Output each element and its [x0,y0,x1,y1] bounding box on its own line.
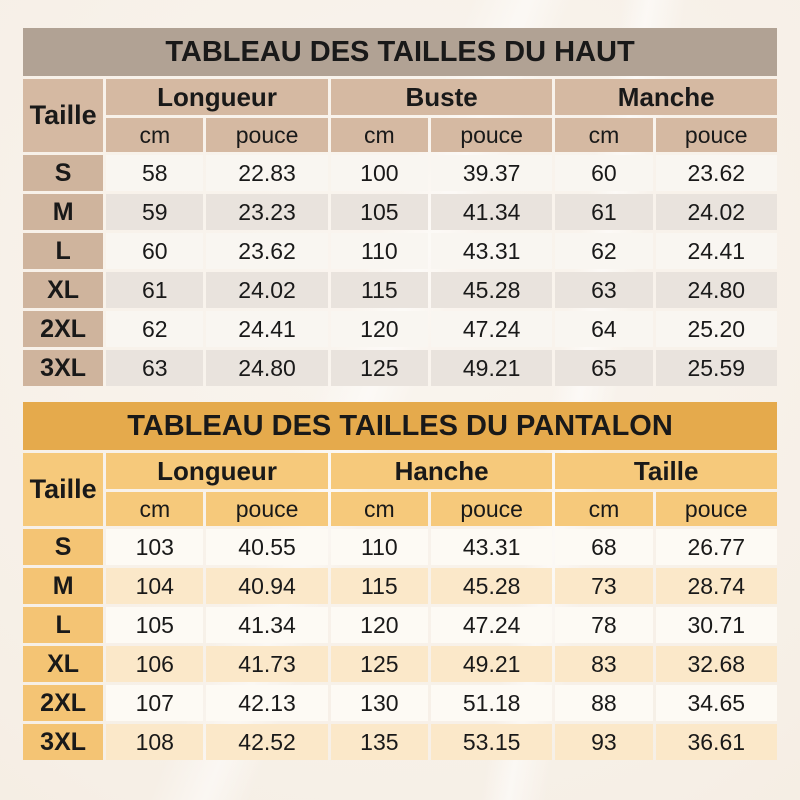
value-cell: 41.73 [206,646,327,682]
size-label: S [23,155,103,191]
unit-label: cm [555,118,652,152]
haut-group-buste: Buste [331,79,553,115]
value-cell: 45.28 [431,272,552,308]
haut-group-longueur: Longueur [106,79,328,115]
value-cell: 61 [555,194,652,230]
haut-units-row [23,118,777,152]
value-cell: 40.55 [206,529,327,565]
value-cell: 78 [555,607,652,643]
value-cell: 42.13 [206,685,327,721]
unit-label: pouce [656,118,777,152]
haut-row-2xl [23,311,777,347]
value-cell: 73 [555,568,652,604]
value-cell: 115 [331,568,428,604]
value-cell: 34.65 [656,685,777,721]
value-cell: 24.80 [206,350,327,386]
value-cell: 125 [331,350,428,386]
haut-row-3xl [23,350,777,386]
size-label: XL [23,646,103,682]
value-cell: 120 [331,607,428,643]
value-cell: 42.52 [206,724,327,760]
value-cell: 23.23 [206,194,327,230]
value-cell: 58 [106,155,203,191]
haut-row-xl [23,272,777,308]
value-cell: 62 [106,311,203,347]
unit-label: pouce [206,492,327,526]
value-cell: 24.02 [206,272,327,308]
pantalon-table-title: TABLEAU DES TAILLES DU PANTALON [23,402,777,450]
value-cell: 105 [331,194,428,230]
haut-title-row [23,28,777,76]
size-label: M [23,568,103,604]
size-label: L [23,607,103,643]
value-cell: 41.34 [206,607,327,643]
value-cell: 39.37 [431,155,552,191]
value-cell: 104 [106,568,203,604]
value-cell: 53.15 [431,724,552,760]
unit-label: pouce [431,492,552,526]
value-cell: 63 [106,350,203,386]
pantalon-size-table [20,399,780,763]
value-cell: 125 [331,646,428,682]
value-cell: 60 [106,233,203,269]
haut-group-header-row [23,79,777,115]
value-cell: 43.31 [431,529,552,565]
unit-label: cm [331,492,428,526]
value-cell: 25.20 [656,311,777,347]
value-cell: 110 [331,529,428,565]
haut-row-l [23,233,777,269]
value-cell: 108 [106,724,203,760]
value-cell: 130 [331,685,428,721]
unit-label: pouce [656,492,777,526]
value-cell: 135 [331,724,428,760]
value-cell: 110 [331,233,428,269]
value-cell: 22.83 [206,155,327,191]
pantalon-units-row [23,492,777,526]
size-label: L [23,233,103,269]
value-cell: 47.24 [431,311,552,347]
value-cell: 60 [555,155,652,191]
value-cell: 63 [555,272,652,308]
pantalon-row-xl [23,646,777,682]
value-cell: 24.02 [656,194,777,230]
value-cell: 106 [106,646,203,682]
value-cell: 24.41 [206,311,327,347]
value-cell: 100 [331,155,428,191]
pantalon-corner-taille: Taille [23,453,103,526]
size-label: S [23,529,103,565]
value-cell: 93 [555,724,652,760]
haut-row-m [23,194,777,230]
value-cell: 88 [555,685,652,721]
pantalon-row-l [23,607,777,643]
pantalon-title-row [23,402,777,450]
size-label: 2XL [23,311,103,347]
haut-table-title: TABLEAU DES TAILLES DU HAUT [23,28,777,76]
value-cell: 36.61 [656,724,777,760]
size-label: M [23,194,103,230]
value-cell: 40.94 [206,568,327,604]
value-cell: 68 [555,529,652,565]
value-cell: 32.68 [656,646,777,682]
value-cell: 45.28 [431,568,552,604]
pantalon-row-m [23,568,777,604]
pantalon-row-2xl [23,685,777,721]
value-cell: 23.62 [206,233,327,269]
value-cell: 26.77 [656,529,777,565]
value-cell: 51.18 [431,685,552,721]
pantalon-row-3xl [23,724,777,760]
value-cell: 47.24 [431,607,552,643]
value-cell: 49.21 [431,646,552,682]
unit-label: cm [555,492,652,526]
value-cell: 41.34 [431,194,552,230]
value-cell: 28.74 [656,568,777,604]
value-cell: 30.71 [656,607,777,643]
size-label: 2XL [23,685,103,721]
value-cell: 49.21 [431,350,552,386]
size-label: XL [23,272,103,308]
value-cell: 115 [331,272,428,308]
value-cell: 65 [555,350,652,386]
value-cell: 120 [331,311,428,347]
value-cell: 24.80 [656,272,777,308]
size-label: 3XL [23,350,103,386]
value-cell: 43.31 [431,233,552,269]
value-cell: 62 [555,233,652,269]
pantalon-group-header-row [23,453,777,489]
unit-label: cm [106,492,203,526]
unit-label: pouce [431,118,552,152]
unit-label: cm [106,118,203,152]
haut-size-table [20,25,780,389]
value-cell: 24.41 [656,233,777,269]
unit-label: pouce [206,118,327,152]
value-cell: 107 [106,685,203,721]
value-cell: 64 [555,311,652,347]
size-label: 3XL [23,724,103,760]
haut-row-s [23,155,777,191]
value-cell: 103 [106,529,203,565]
value-cell: 25.59 [656,350,777,386]
haut-corner-taille: Taille [23,79,103,152]
value-cell: 105 [106,607,203,643]
pantalon-group-longueur: Longueur [106,453,328,489]
value-cell: 23.62 [656,155,777,191]
haut-group-manche: Manche [555,79,777,115]
value-cell: 61 [106,272,203,308]
value-cell: 59 [106,194,203,230]
value-cell: 83 [555,646,652,682]
pantalon-group-taille: Taille [555,453,777,489]
unit-label: cm [331,118,428,152]
pantalon-row-s [23,529,777,565]
pantalon-group-hanche: Hanche [331,453,553,489]
